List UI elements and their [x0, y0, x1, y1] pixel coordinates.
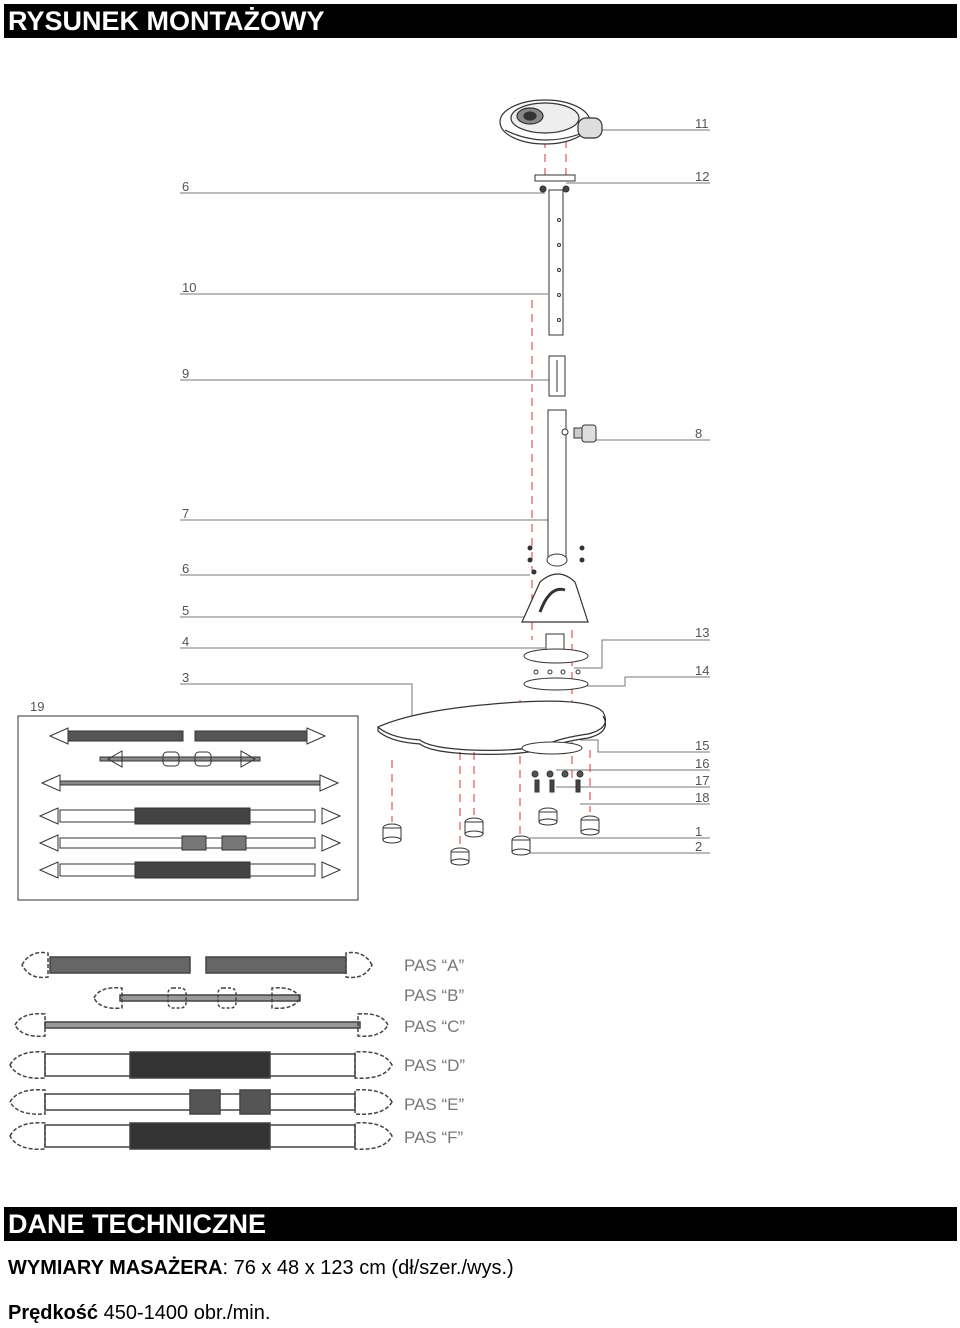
- feet-icon: [383, 808, 599, 865]
- part-label-13: 13: [695, 625, 710, 640]
- part-label-17: 17: [695, 773, 710, 788]
- dimensions-value: : 76 x 48 x 123 cm (dł/szer./wys.): [222, 1257, 514, 1279]
- part-label-6-mid: 6: [182, 561, 190, 576]
- part-label-1: 1: [695, 824, 703, 839]
- assembly-drawing-title: RYSUNEK MONTAŻOWY: [4, 4, 957, 38]
- speed-line: [8, 1302, 270, 1325]
- tech-specs-title: DANE TECHNICZNE: [4, 1207, 957, 1241]
- part-label-15: 15: [695, 738, 710, 753]
- part-label-6-top: 6: [182, 179, 190, 194]
- part-label-16: 16: [695, 756, 710, 771]
- belt-c-icon: [15, 1014, 388, 1037]
- lower-fittings-icon: [522, 742, 583, 792]
- belt-label-d: PAS “D”: [404, 1056, 466, 1075]
- part-label-9: 9: [182, 366, 190, 381]
- belt-label-f: PAS “F”: [404, 1128, 464, 1147]
- belt-b-icon: [94, 988, 300, 1009]
- belt-set-box: [18, 716, 358, 900]
- belt-label-a: PAS “A”: [404, 956, 465, 975]
- mounting-plates-icon: [524, 634, 588, 690]
- part-label-19: 19: [30, 699, 45, 714]
- part-label-2: 2: [695, 839, 703, 854]
- belt-e-icon: [10, 1090, 392, 1115]
- lower-tube-icon: [547, 410, 596, 566]
- part-label-3: 3: [182, 670, 190, 685]
- dimensions-line: [8, 1257, 514, 1280]
- speed-label: Prędkość: [8, 1302, 99, 1324]
- dimensions-label: WYMIARY MASAŻERA: [8, 1257, 223, 1279]
- sleeve-icon: [549, 356, 565, 396]
- part-numbers: [30, 116, 709, 854]
- belt-d-icon: [10, 1052, 392, 1078]
- massager-head-icon: [500, 100, 602, 144]
- part-label-4: 4: [182, 634, 190, 649]
- part-label-14: 14: [695, 663, 710, 678]
- part-label-10: 10: [182, 280, 197, 295]
- upper-tube-icon: [549, 190, 563, 335]
- belt-label-b: PAS “B”: [404, 986, 465, 1005]
- belt-label-c: PAS “C”: [404, 1017, 466, 1036]
- part-label-5: 5: [182, 603, 190, 618]
- part-label-8: 8: [695, 426, 703, 441]
- belt-illustrations: [10, 953, 392, 1150]
- part-label-7: 7: [182, 506, 190, 521]
- part-label-12: 12: [695, 169, 710, 184]
- part-label-18: 18: [695, 790, 710, 805]
- speed-value: 450-1400 obr./min.: [98, 1302, 271, 1324]
- part-label-11: 11: [695, 116, 709, 131]
- belt-labels: [404, 956, 465, 1147]
- belt-a-icon: [22, 953, 372, 978]
- belt-label-e: PAS “E”: [404, 1095, 465, 1114]
- belt-f-icon: [10, 1123, 392, 1149]
